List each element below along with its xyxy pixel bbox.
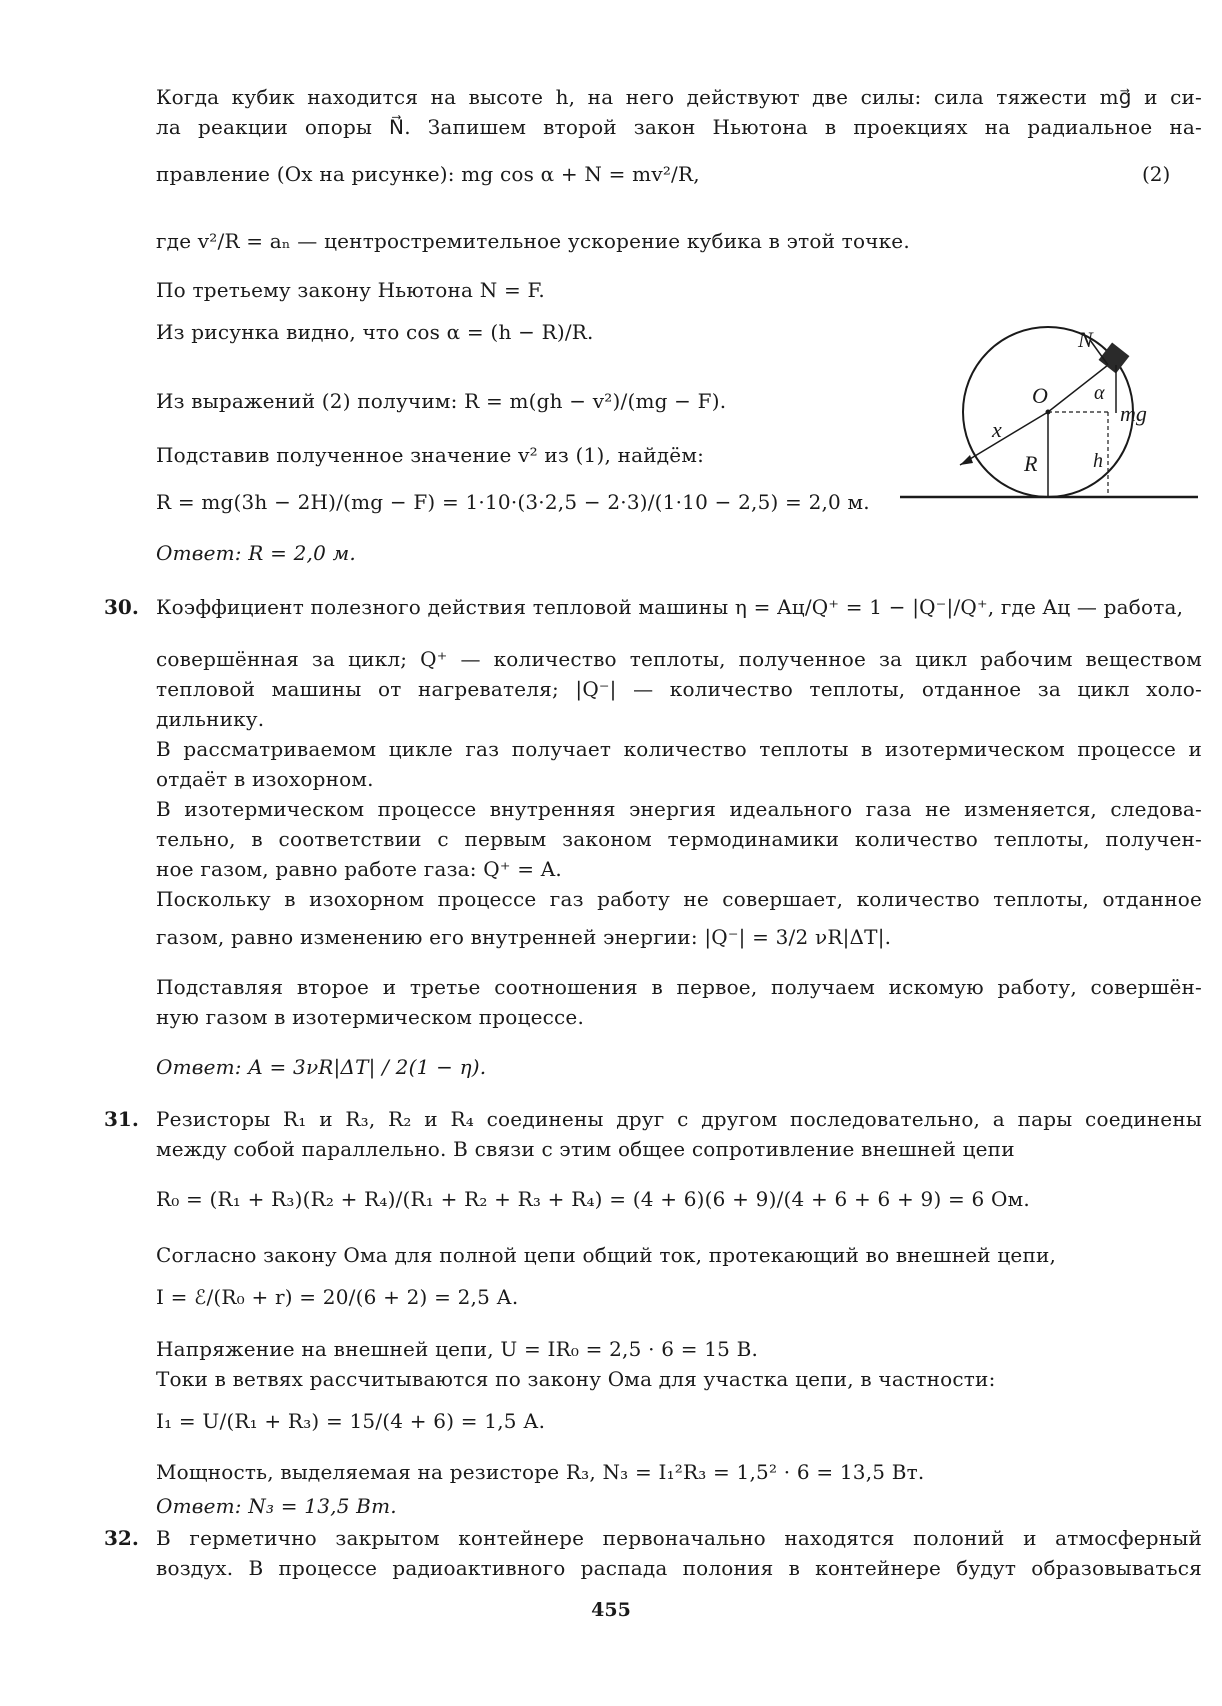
p31-line-3: R₀ = (R₁ + R₃)(R₂ + R₄)/(R₁ + R₂ + R₃ + R₄) = (4 + 6)(6 + 9)/(4 + 6 + 6 + 9) = 6 Ом. (156, 1187, 1030, 1211)
label-alpha: α (1094, 382, 1105, 404)
p29-line-1: Когда кубик находится на высоте h, на него действуют две силы: сила тяжести mg⃗ и си- (156, 85, 1202, 109)
p29-line-5: По третьему закону Ньютона N = F. (156, 278, 545, 302)
p30-line-2: совершённая за цикл; Q⁺ — количество теплоты, полученное за цикл рабочим веществом (156, 647, 1202, 671)
label-h: h (1093, 450, 1103, 472)
p32-line-1: В герметично закрытом контейнере первоначально находятся полоний и атмосферный (156, 1526, 1202, 1550)
p30-line-7: В изотермическом процессе внутренняя энергия идеального газа не изменяется, следова- (156, 797, 1202, 821)
p29-line-8: Подставив полученное значение v² из (1), найдём: (156, 443, 705, 467)
p31-line-4: Согласно закону Ома для полной цепи общий ток, протекающий во внешней цепи, (156, 1243, 1057, 1267)
center-point (1046, 410, 1051, 415)
x-axis-arrowhead (960, 455, 973, 465)
p29-line-3: правление (Ox на рисунке): mg cos α + N = mv²/R, (156, 162, 700, 186)
label-N: N (1078, 327, 1093, 352)
loop-diagram (900, 325, 1200, 505)
label-R: R (1024, 451, 1038, 476)
p29-line-9: R = mg(3h − 2H)/(mg − F) = 1·10·(3·2,5 − 2·3)/(1·10 − 2,5) = 2,0 м. (156, 490, 870, 514)
p32-line-2: воздух. В процессе радиоактивного распада полония в контейнере будут образовываться (156, 1556, 1202, 1580)
p30-line-1: Коэффициент полезного действия тепловой машины η = Aц/Q⁺ = 1 − |Q⁻|/Q⁺, где Aц — работа, (156, 595, 1184, 619)
p31-answer: Ответ: N₃ = 13,5 Вт. (156, 1494, 397, 1518)
p30-line-4: дильнику. (156, 707, 265, 731)
problem-31-number: 31. (104, 1107, 139, 1131)
p30-line-5: В рассматриваемом цикле газ получает количество теплоты в изотермическом процессе и (156, 737, 1202, 761)
problem-32-number: 32. (104, 1526, 139, 1550)
equation-number-2: (2) (1142, 162, 1171, 186)
problem-30-number: 30. (104, 595, 139, 619)
p30-line-9: ное газом, равно работе газа: Q⁺ = A. (156, 857, 562, 881)
page-number: 455 (591, 1599, 631, 1621)
p31-line-7: Токи в ветвях рассчитываются по закону Ома для участка цепи, в частности: (156, 1367, 996, 1391)
label-x: x (992, 417, 1002, 442)
p31-line-8: I₁ = U/(R₁ + R₃) = 15/(4 + 6) = 1,5 А. (156, 1409, 546, 1433)
p31-line-2: между собой параллельно. В связи с этим общее сопротивление внешней цепи (156, 1137, 1015, 1161)
p29-answer: Ответ: R = 2,0 м. (156, 541, 356, 565)
p30-line-10: Поскольку в изохорном процессе газ работу не совершает, количество теплоты, отданное (156, 887, 1202, 911)
p30-line-3: тепловой машины от нагревателя; |Q⁻| — количество теплоты, отданное за цикл холо- (156, 677, 1202, 701)
p30-answer: Ответ: A = 3νR|ΔT| / 2(1 − η). (156, 1055, 487, 1079)
p29-line-7: Из выражений (2) получим: R = m(gh − v²)/(mg − F). (156, 389, 727, 413)
p31-line-5: I = ℰ/(R₀ + r) = 20/(6 + 2) = 2,5 А. (156, 1285, 519, 1309)
p29-line-4: где v²/R = aₙ — центростремительное ускорение кубика в этой точке. (156, 229, 910, 253)
p31-line-1: Резисторы R₁ и R₃, R₂ и R₄ соединены друг с другом последовательно, а пары соединены (156, 1107, 1202, 1131)
p30-line-13: ную газом в изотермическом процессе. (156, 1005, 585, 1029)
p31-line-6: Напряжение на внешней цепи, U = IR₀ = 2,5 · 6 = 15 В. (156, 1337, 759, 1361)
p29-line-6: Из рисунка видно, что cos α = (h − R)/R. (156, 320, 594, 344)
p30-line-8: тельно, в соответствии с первым законом термодинамики количество теплоты, получен- (156, 827, 1202, 851)
p30-line-12: Подставляя второе и третье соотношения в первое, получаем искомую работу, совершён- (156, 975, 1202, 999)
p30-line-11: газом, равно изменению его внутренней энергии: |Q⁻| = 3/2 νR|ΔT|. (156, 925, 892, 949)
p29-line-2: ла реакции опоры N⃗. Запишем второй закон Ньютона в проекциях на радиальное на- (156, 115, 1202, 139)
p31-line-9: Мощность, выделяемая на резисторе R₃, N₃ = I₁²R₃ = 1,5² · 6 = 13,5 Вт. (156, 1460, 925, 1484)
p30-line-6: отдаёт в изохорном. (156, 767, 374, 791)
label-mg: mg (1120, 401, 1147, 426)
label-O: O (1032, 383, 1048, 408)
